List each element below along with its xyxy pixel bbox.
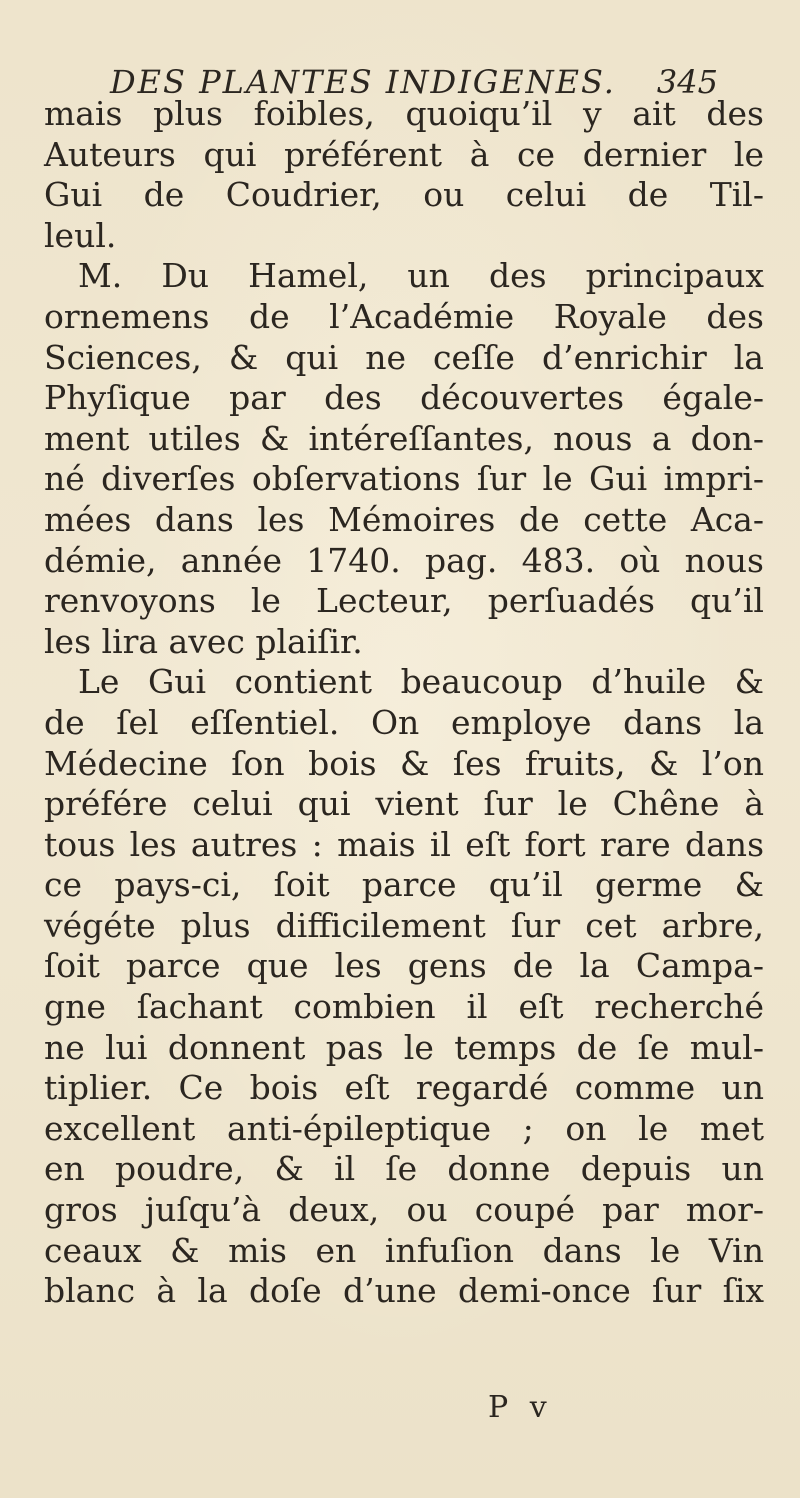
text-line: Phyſique par des découvertes égale- xyxy=(44,378,764,418)
text-line: ment utiles & intéreſſantes, nous a don- xyxy=(44,418,764,458)
text-line: ceaux & mis en infuſion dans le Vin xyxy=(44,1230,764,1270)
text-line: ornemens de l’Académie Royale des xyxy=(44,296,764,336)
text-line: démie, année 1740. pag. 483. où nous xyxy=(44,540,764,580)
page-number: 345 xyxy=(656,63,718,101)
text-line: ne lui donnent pas le temps de ſe mul- xyxy=(44,1027,764,1067)
text-line: leul. xyxy=(44,215,117,255)
text-line: Gui de Coudrier, ou celui de Til- xyxy=(44,175,764,215)
text-line: blanc à la doſe d’une demi-once ſur ſix xyxy=(44,1271,764,1311)
text-line: tous les autres : mais il eſt fort rare dans xyxy=(44,824,764,864)
text-line: en poudre, & il ſe donne depuis un xyxy=(44,1149,764,1189)
text-line: excellent anti-épileptique ; on le met xyxy=(44,1108,764,1148)
text-line: Auteurs qui préférent à ce dernier le xyxy=(44,134,764,174)
text-line: tiplier. Ce bois eſt regardé comme un xyxy=(44,1068,764,1108)
text-line: renvoyons le Lecteur, perſuadés qu’il xyxy=(44,581,764,621)
text-line: Le Gui contient beaucoup d’huile & xyxy=(78,662,764,702)
text-line: de ſel eſſentiel. On employe dans la xyxy=(44,702,764,742)
text-line: Médecine ſon bois & ſes fruits, & l’on xyxy=(44,743,764,783)
text-line: Sciences, & qui ne ceſſe d’enrichir la xyxy=(44,337,764,377)
text-line: mais plus foibles, quoiqu’il y ait des xyxy=(44,94,764,133)
text-line: végéte plus difficilement ſur cet arbre, xyxy=(44,905,764,945)
text-line: M. Du Hamel, un des principaux xyxy=(78,256,764,296)
text-line: préfére celui qui vient ſur le Chêne à xyxy=(44,784,764,824)
text-line: gne ſachant combien il eſt recherché xyxy=(44,987,764,1027)
running-title: DES PLANTES INDIGENES. xyxy=(110,63,616,101)
text-line: né diverſes obſervations ſur le Gui impri- xyxy=(44,459,764,499)
text-line: ce pays-ci, ſoit parce qu’il germe & xyxy=(44,865,764,905)
text-line: les lira avec plaiſir. xyxy=(44,621,363,661)
signature-mark: P v xyxy=(488,1390,553,1425)
text-line: gros juſqu’à deux, ou coupé par mor- xyxy=(44,1190,764,1230)
text-line: mées dans les Mémoires de cette Aca- xyxy=(44,499,764,539)
text-line: ſoit parce que les gens de la Campa- xyxy=(44,946,764,986)
body-text xyxy=(44,94,764,1312)
